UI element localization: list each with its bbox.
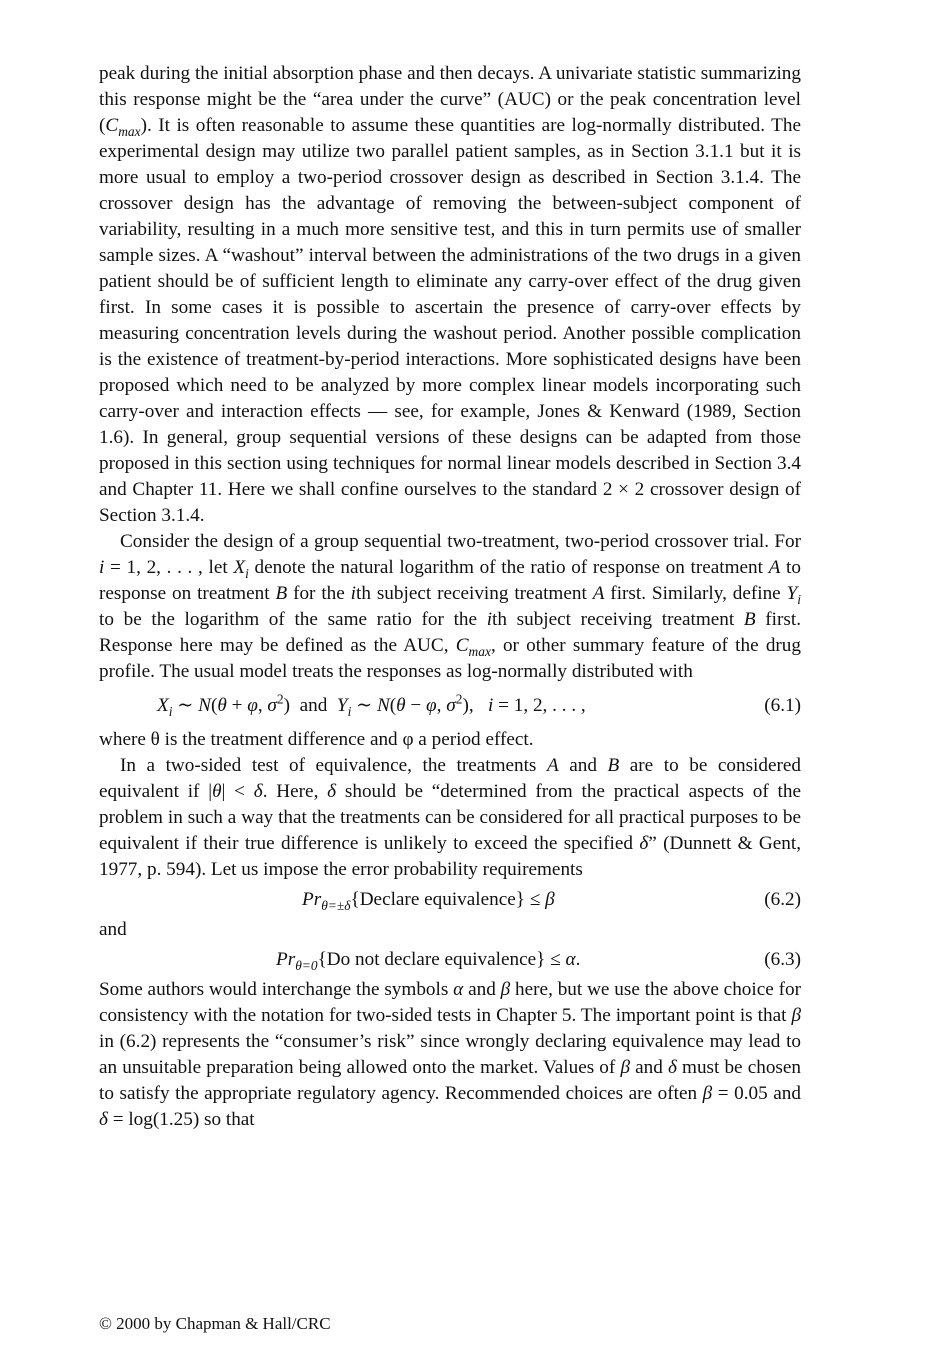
equation-6-1 — [99, 693, 801, 719]
equation-6-2 — [99, 887, 801, 913]
paragraph-1: peak during the initial absorption phase and then decays. A univariate statistic summarizing this response might be the “area under the curve” (AUC) or the peak concentration level $(C_{max})$. It is often reasonable to assume these quantities are log-normally distributed. The experimental design may utilize two parallel patient samples, as in Section 3.1.1 but it is more usual to employ a two-period crossover design as described in Section 3.1.4. The crossover design has the advantage of removing the between-subject component of variability, resulting in a much more sensitive test, and this in turn permits use of smaller sample sizes. A “washout” interval between the administrations of the two drugs in a given patient should be of sufficient length to eliminate any carry-over effect of the drug given first. In some cases it is possible to ascertain the presence of carry-over effects by measuring concentration levels during the washout period. Another possible complication is the existence of treatment-by-period interactions. More sophisticated designs have been proposed which need to be analyzed by more complex linear models incorporating such carry-over and interaction effects — see, for example, Jones & Kenward (1989, Section 1.6). In general, group sequential versions of these designs can be adapted from those proposed in this section using techniques for normal linear models described in Section 3.4 and Chapter 11. Here we shall confine ourselves to the standard 2 × 2 crossover design of Section 3.1.4. — [99, 63, 801, 526]
equation-6-3 — [99, 947, 801, 973]
paragraph-5: and — [99, 919, 127, 940]
equation-6-2-body: $Pr_{\theta=\pm\delta}\{Declare$ equivalence} ≤ β — [302, 889, 555, 913]
equation-number: (6.2) — [764, 889, 801, 910]
page-body — [99, 61, 801, 1133]
paragraph-2: Consider the design of a group sequential two-treatment, two-period crossover trial. For i = 1, 2, . . . , let $X_i$ denote the natural logarithm of the ratio of response on treatment A to response on treatment B for the ith subject receiving treatment A first. Similarly, define $Y_i$ to be the logarithm of the same ratio for the ith subject receiving treatment B first. Response here may be defined as the AUC, $C_{max}$, or other summary feature of the drug profile. The usual model treats the responses as log-normally distributed with — [99, 531, 801, 682]
equation-6-1-body: $X_i$ ∼ N(θ + φ, $\sigma^2$) and $Y_i$ ∼ N(θ − φ, $\sigma^2$), i = 1, 2, . . . , — [157, 691, 586, 719]
copyright-footer: © 2000 by Chapman & Hall/CRC — [99, 1314, 331, 1333]
equation-6-3-body: $Pr_{\theta=0}\{Do$ not declare equivalence} ≤ α. — [276, 949, 581, 973]
equation-number: (6.3) — [764, 949, 801, 970]
paragraph-4: In a two-sided test of equivalence, the treatments A and B are to be considered equivalent if |θ| < δ. Here, δ should be “determined from the practical aspects of the problem in such a way that the treatments can be considered for all practical purposes to be equivalent if their true difference is unlikely to exceed the specified δ” (Dunnett & Gent, 1977, p. 594). Let us impose the error probability requirements — [99, 755, 801, 880]
equation-number: (6.1) — [764, 695, 801, 716]
paragraph-3: where θ is the treatment difference and φ a period effect. — [99, 729, 534, 750]
paragraph-6: Some authors would interchange the symbols α and β here, but we use the above choice for consistency with the notation for two-sided tests in Chapter 5. The important point is that β in (6.2) represents the “consumer’s risk” since wrongly declaring equivalence may lead to an unsuitable preparation being allowed onto the market. Values of β and δ must be chosen to satisfy the appropriate regulatory agency. Recommended choices are often β = 0.05 and δ = log(1.25) so that — [99, 979, 801, 1130]
